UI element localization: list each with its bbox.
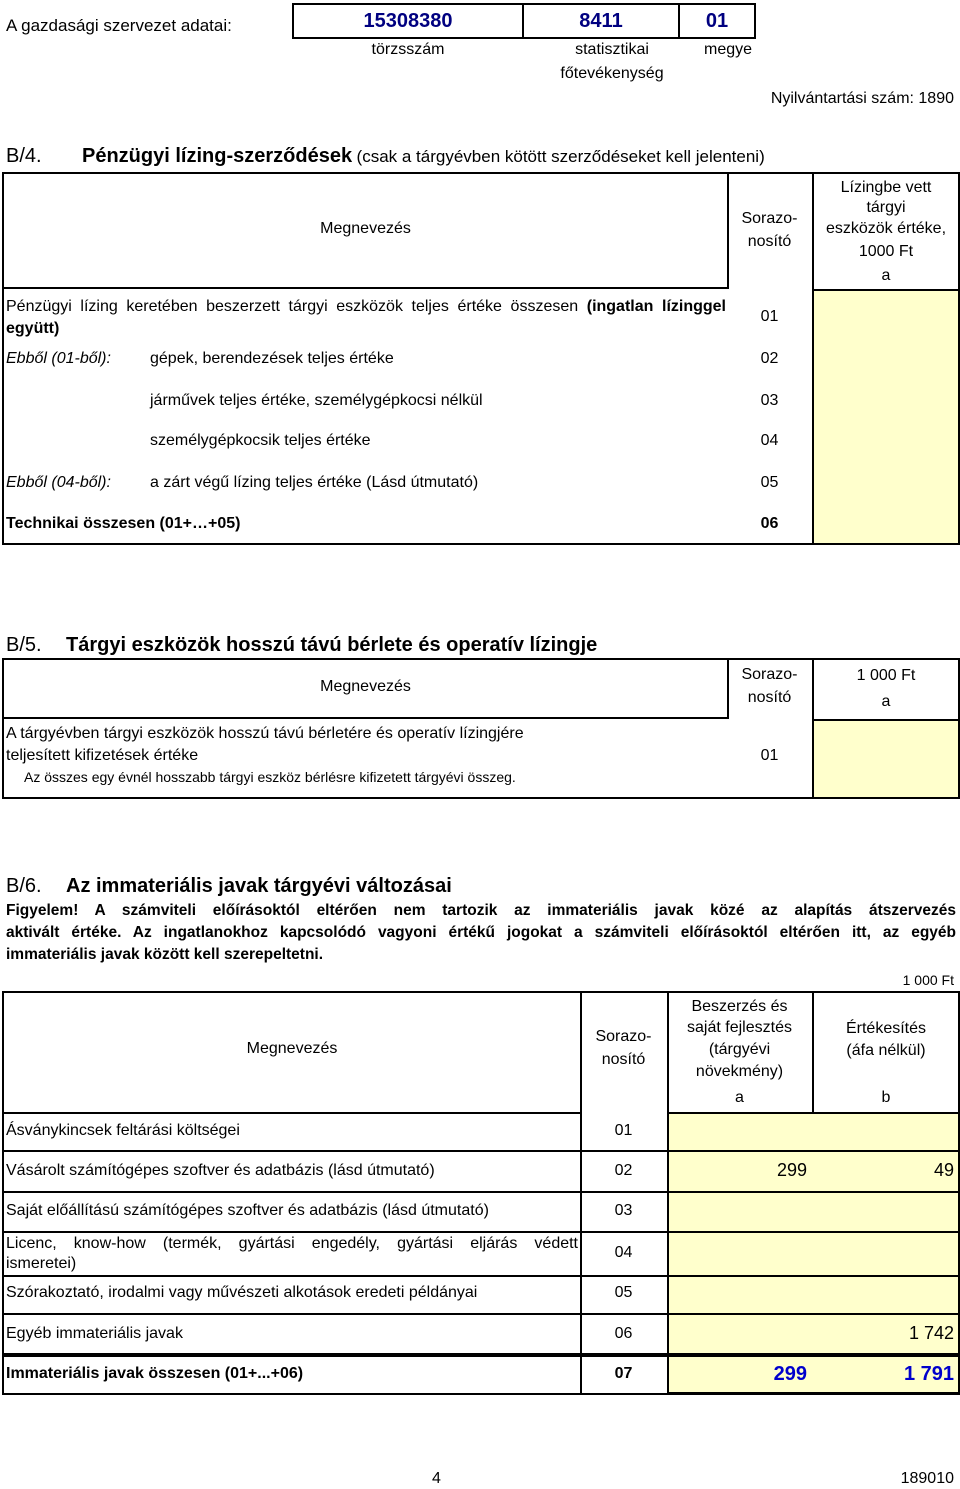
b6-note-3: immateriális javak között kell szerepeltetni.	[6, 946, 324, 963]
b4-row-02-code: 02	[760, 350, 779, 367]
b5-row-code: 01	[760, 747, 779, 764]
b6-col-b: b	[881, 1089, 891, 1106]
b4-title-main: Pénzügyi lízing-szerződések	[82, 145, 353, 167]
b5-title: Tárgyi eszközök hosszú távú bérlete és operatív lízingje	[66, 634, 598, 656]
megye-field: 01	[678, 3, 756, 39]
statisztikai-field: 8411	[522, 3, 680, 39]
b5-col-a: a	[881, 693, 891, 710]
b6-row-04-code: 04	[614, 1244, 633, 1261]
b6-note-1: Figyelem! A számviteli előírásoktól eltérően nem tartozik az immateriális javak közé az alapítás átszervezés	[6, 902, 956, 919]
b6-col-a-3: (tárgyévi	[708, 1041, 771, 1058]
b4-row-01: Pénzügyi lízing keretében beszerzett tárgyi eszközök teljes értéke összesen (ingatlan lízinggel együtt)	[6, 298, 726, 337]
b4-col-value-4: 1000 Ft	[858, 243, 914, 260]
b4-row-02-prefix: Ebből (01-ből):	[6, 350, 111, 367]
nyilvantartasi-szam: Nyilvántartási szám: 1890	[770, 90, 954, 107]
b6-code: B/6.	[6, 875, 42, 897]
statisztikai-label: statisztikai	[575, 41, 649, 58]
b4-row-05-prefix: Ebből (04-ből):	[6, 474, 111, 491]
b5-col-megnevezes: Megnevezés	[320, 678, 411, 695]
b4-row-02-label: gépek, berendezések teljes értéke	[150, 350, 394, 367]
b4-col-sorazo2: nosító	[747, 233, 792, 250]
b4-code: B/4.	[6, 145, 42, 167]
b6-row-05-label: Szórakoztató, irodalmi vagy művészeti alkotások eredeti példányai	[6, 1284, 478, 1301]
b5-col-sorazo: Sorazo-	[741, 666, 798, 683]
b5-col-value: 1 000 Ft	[856, 667, 916, 684]
b6-title: Az immateriális javak tárgyévi változásai	[66, 875, 452, 897]
footer-code: 189010	[900, 1470, 954, 1487]
b6-row-02-code: 02	[614, 1162, 633, 1179]
fotevekenyseg-label: főtevékenység	[560, 65, 664, 82]
b6-row-03-label: Saját előállítású számítógépes szoftver és adatbázis (lásd útmutató)	[6, 1202, 489, 1219]
b4-col-sorazo: Sorazo-	[741, 210, 798, 227]
b6-row-02-a: 299	[776, 1160, 807, 1180]
b5-input-area[interactable]	[812, 719, 960, 799]
b4-row-03-label: járművek teljes értéke, személygépkocsi nélkül	[150, 392, 483, 409]
megye-label: megye	[703, 41, 753, 58]
b6-row-02-b: 49	[933, 1160, 954, 1180]
b6-row-04-label: Licenc, know-how (termék, gyártási engedély, gyártási eljárás védett ismeretei)	[6, 1235, 578, 1272]
b4-row-01-code: 01	[760, 308, 779, 325]
b4-row-04-label: személygépkocsik teljes értéke	[150, 432, 371, 449]
b6-note-2: aktivált értéke. Az ingatlanokhoz kapcsolódó vagyoni értékű jogokat a számviteli előírásoktól eltérően itt, az egyéb	[6, 924, 956, 941]
b6-row-06-code: 06	[614, 1325, 633, 1342]
b5-row-note: Az összes egy évnél hosszabb tárgyi eszköz bérlésre kifizetett tárgyévi összeg.	[24, 769, 516, 785]
b6-row-06-label: Egyéb immateriális javak	[6, 1325, 183, 1342]
b6-row-03-code: 03	[614, 1202, 633, 1219]
b4-row-04-code: 04	[760, 432, 779, 449]
b4-row-05-code: 05	[760, 474, 779, 491]
torzsszam-field: 15308380	[292, 3, 524, 39]
b6-row-07-a: 299	[773, 1363, 807, 1385]
b4-input-area[interactable]	[812, 289, 960, 545]
b4-title	[82, 145, 765, 168]
b5-col-sorazo2: nosító	[747, 689, 792, 706]
b6-row-07-label: Immateriális javak összesen (01+...+06)	[6, 1365, 304, 1382]
org-label: A gazdasági szervezet adatai:	[6, 16, 232, 35]
b4-col-value-1: Lízingbe vett	[840, 179, 932, 196]
b6-row-05-code: 05	[614, 1284, 633, 1301]
b5-row-text-2: teljesített kifizetések értéke	[6, 747, 199, 764]
b6-row-07-code: 07	[614, 1365, 633, 1382]
b6-col-a-4: növekmény)	[695, 1063, 784, 1080]
torzsszam-label: törzsszám	[371, 41, 445, 58]
b5-row-text-1: A tárgyévben tárgyi eszközök hosszú távú bérletére és operatív lízingjére	[6, 725, 524, 742]
b6-unit: 1 000 Ft	[902, 972, 954, 988]
b6-row-01-label: Ásványkincsek feltárási költségei	[6, 1122, 240, 1139]
b6-col-megnevezes: Megnevezés	[246, 1040, 338, 1057]
b6-col-a: a	[735, 1089, 744, 1106]
b4-row-06-code: 06	[760, 515, 779, 532]
b6-col-sorazo: Sorazo-	[595, 1028, 652, 1045]
b6-row-02-label: Vásárolt számítógépes szoftver és adatbázis (lásd útmutató)	[6, 1162, 435, 1179]
b4-row-03-code: 03	[760, 392, 779, 409]
b4-table-bottom	[812, 543, 960, 545]
b5-code: B/5.	[6, 634, 42, 656]
b4-col-value-2: tárgyi	[866, 199, 906, 216]
b4-col-value-3: eszközök értéke,	[825, 220, 947, 237]
b4-row-05-label: a zárt végű lízing teljes értéke (Lásd útmutató)	[150, 474, 479, 491]
b6-row-01-code: 01	[614, 1122, 633, 1139]
b6-col-sorazo2: nosító	[601, 1051, 646, 1068]
b4-row-06-label: Technikai összesen (01+…+05)	[6, 515, 241, 532]
b6-input-area[interactable]	[667, 1112, 960, 1394]
b6-col-b-2: (áfa nélkül)	[846, 1042, 926, 1059]
b4-title-sub: (csak a tárgyévben kötött szerződéseket kell jelenteni)	[356, 147, 765, 166]
b6-row-07-b: 1 791	[903, 1363, 954, 1385]
b6-col-a-2: saját fejlesztés	[687, 1019, 792, 1036]
b6-col-a-1: Beszerzés és	[691, 998, 788, 1015]
b6-row-06-b: 1 742	[908, 1323, 954, 1343]
b4-col-megnevezes: Megnevezés	[320, 220, 411, 237]
b6-col-b-1: Értékesítés	[845, 1020, 927, 1037]
b4-col-a: a	[881, 267, 891, 284]
page-number: 4	[432, 1470, 441, 1487]
